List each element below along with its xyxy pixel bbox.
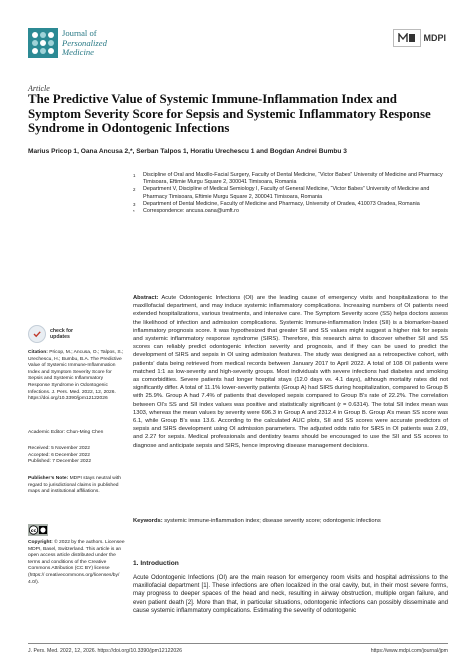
cc-by-license-icon[interactable]	[28, 524, 48, 536]
affiliation-item	[133, 186, 448, 200]
abstract-label: Abstract:	[133, 295, 159, 301]
affiliation-number: *	[133, 209, 135, 215]
publisher-name: MDPI	[423, 33, 446, 43]
affiliation-item	[133, 172, 448, 186]
abstract-text: Acute Odontogenic Infections (OI) are the leading cause of emergency visits and hospitalizations to the maxillofacial department, and may induce systemic inflammatory complications. Increasing numbers of OI patients need extended hospitalizations, various treatments, and intensive care. The Symptom Severity score (SS) helps doctors assess the likelihood of infection and admission complications. Systemic Immune-inflammation Index (SII) is a biomarker-based inflammatory prognosis score. It was hypothesized that greater SII and SS values might suggest a higher risk for sepsis and systemic inflammatory response syndrome (SIRS). Therefore, this research aims to discover whether SII and SS scores can reliably predict odontogenic infection severity and prognosis, and if they can be used to predict the development of SIRS and sepsis in OI using admission features. The study was designed as a retrospective cohort, with patients’ data being retrieved from medical records between January 2017 to April 2022. A total of 108 OI patients were matched 1:1 as low-severity and high-severity groups. Most individuals with severe infections had diabetes and smoking as comorbidities. Severe patients had longer hospital stays (12.0 days vs. 4.1 days), although mortality rates did not significantly differ. A total of 11.1% lower-severity patients (Group A) had SIRS during hospitalization, compared to Group B with 25.9%. Group A had 7.4% of patients that developed sepsis compared to Group B’s rate of 22.2%. The correlation between OI’s SS and SII index values was positive and statistically significant (r = 0.6314). The total SII index mean was 1303, whereas the mean values by severity were 696.3 in Group A and 2312.4 in Group B. Group A’s mean SS score was 6.1, while Group B’s was 13.6. According to the calculated AUC plots, SII and SS scores were accurate predictors of sepsis and SIRS development using OI admission parameters. The adjusted odds ratio for SIRS in OI patients was 2.09, and 2.27 for sepsis. Medical professionals and dentistry teams should be encouraged to use the SII and SS scores to diagnose and anticipate sepsis and SIRS, hence improving disease management decisions.	[133, 295, 449, 449]
publisher-note-text: MDPI stays neutral with regard to jurisdictional claims in published maps and institutional affiliations.	[28, 476, 121, 495]
footer-divider	[28, 643, 448, 644]
journal-name-line2: Personalized	[62, 37, 107, 48]
footer-journal-link[interactable]: https://www.mdpi.com/journal/jpm	[370, 648, 448, 654]
keywords-text: systemic immune-inflammation index; disease severity score; odontogenic infections	[164, 518, 381, 524]
accepted-date: Accepted: 6 December 2022	[28, 452, 90, 458]
citation-text: Pricop, M.; Ancusa, O.; Talpos, S.; Urechescu, H.; Bumbu, B.A. The Predictive Value of Systemic Immune-Inflammation Index and Symptom Severity Score for Sepsis and Systemic Inflammatory Response Syndrome in Odontogenic Infections. J. Pers. Med. 2022, 12, 2026. https://doi.org/10.3390/jpm12122026	[28, 350, 124, 402]
affiliation-item	[133, 201, 448, 208]
section-heading: 1. Introduction	[133, 560, 179, 567]
published-date: Published: 7 December 2022	[28, 459, 92, 465]
citation-label: Citation:	[28, 350, 48, 355]
footer-citation[interactable]: J. Pers. Med. 2022, 12, 2026. https://doi.org/10.3390/jpm12122026	[28, 648, 183, 654]
keywords-label: Keywords:	[133, 518, 163, 524]
correspondence-email[interactable]: Correspondence: ancusa.oana@umft.ro	[143, 208, 239, 215]
publisher-note-label: Publisher’s Note:	[28, 476, 69, 481]
affiliation-item	[133, 208, 448, 215]
journal-name-line3: Medicine	[62, 47, 94, 58]
svg-text:cc: cc	[30, 528, 37, 534]
keywords	[133, 517, 448, 525]
journal-logo	[28, 28, 58, 58]
affiliation-text: Department of Dental Medicine, Faculty of Medicine and Pharmacy, University of Oradea, 410073 Oradea, Romania	[143, 200, 420, 207]
publisher-logo	[393, 29, 447, 47]
check-updates-line2: updates	[50, 334, 70, 340]
abstract	[133, 294, 448, 450]
academic-editor: Academic Editor: Chun-Ming Chen	[28, 430, 104, 435]
check-for-updates-button[interactable]	[28, 324, 126, 344]
article-type: Article	[28, 84, 50, 93]
article-title: The Predictive Value of Systemic Immune-Inflammation Index and Symptom Severity Score for Sepsis and Systemic Inflammatory Response Syndrome in Odontogenic Infections	[28, 92, 431, 135]
citation-block	[28, 350, 126, 403]
publisher-note	[28, 476, 126, 496]
affiliations	[133, 172, 448, 215]
journal-name-line1: Journal of	[62, 28, 97, 38]
affiliation-number: 2	[133, 187, 136, 193]
affiliation-text: Discipline of Oral and Maxillo-Facial Surgery, Faculty of Dental Medicine, “Victor Babes” University of Medicine and Pharmacy Timisoara, Eftimie Murgu Square 2, 300041 Timisoara, Romania	[143, 172, 443, 186]
copyright-label: Copyright:	[28, 540, 53, 545]
journal-name	[62, 29, 107, 58]
introduction-text: Acute Odontogenic Infections (OI) are the main reason for emergency room visits and hospital admissions to the maxillofacial department [1]. These infections are often localized in the oral cavity, but, in their most severe forms, may progress to deeper spaces of the head and neck, resulting in airway obstruction, multiple organ failure, and even patient death [2]. More than that, in particular situations, odontogenic infections can possibly disseminate and cause systemic inflammatory complications. Estimating the severity of odontogenic	[133, 574, 448, 614]
check-updates-line1: check for	[50, 328, 74, 334]
author-list: Marius Pricop 1, Oana Ancusa 2,*, Serban Talpos 1, Horatiu Urechescu 1 and Bogdan Andrei Bumbu 3	[28, 148, 347, 155]
affiliation-number: 1	[133, 173, 136, 178]
affiliation-number: 3	[133, 201, 136, 207]
mdpi-logo-icon	[393, 29, 421, 47]
dates-block	[28, 446, 126, 466]
received-date: Received: 5 November 2022	[28, 446, 90, 451]
check-updates-icon	[28, 325, 46, 343]
copyright-block	[28, 540, 126, 586]
affiliation-text: Department V, Discipline of Medical Semiology I, Faculty of General Medicine, “Victor Babes” University of Medicine and Pharmacy Timisoara, Eftimie Murgu Square 2, 300041 Timisoara, Romania	[143, 186, 430, 200]
copyright-text: © 2022 by the authors. Licensee MDPI, Basel, Switzerland. This article is an open access article distributed under the terms and conditions of the Creative Commons Attribution (CC BY) license (https:// creativecommons.org/licenses/by/ 4.0/).	[28, 540, 125, 585]
